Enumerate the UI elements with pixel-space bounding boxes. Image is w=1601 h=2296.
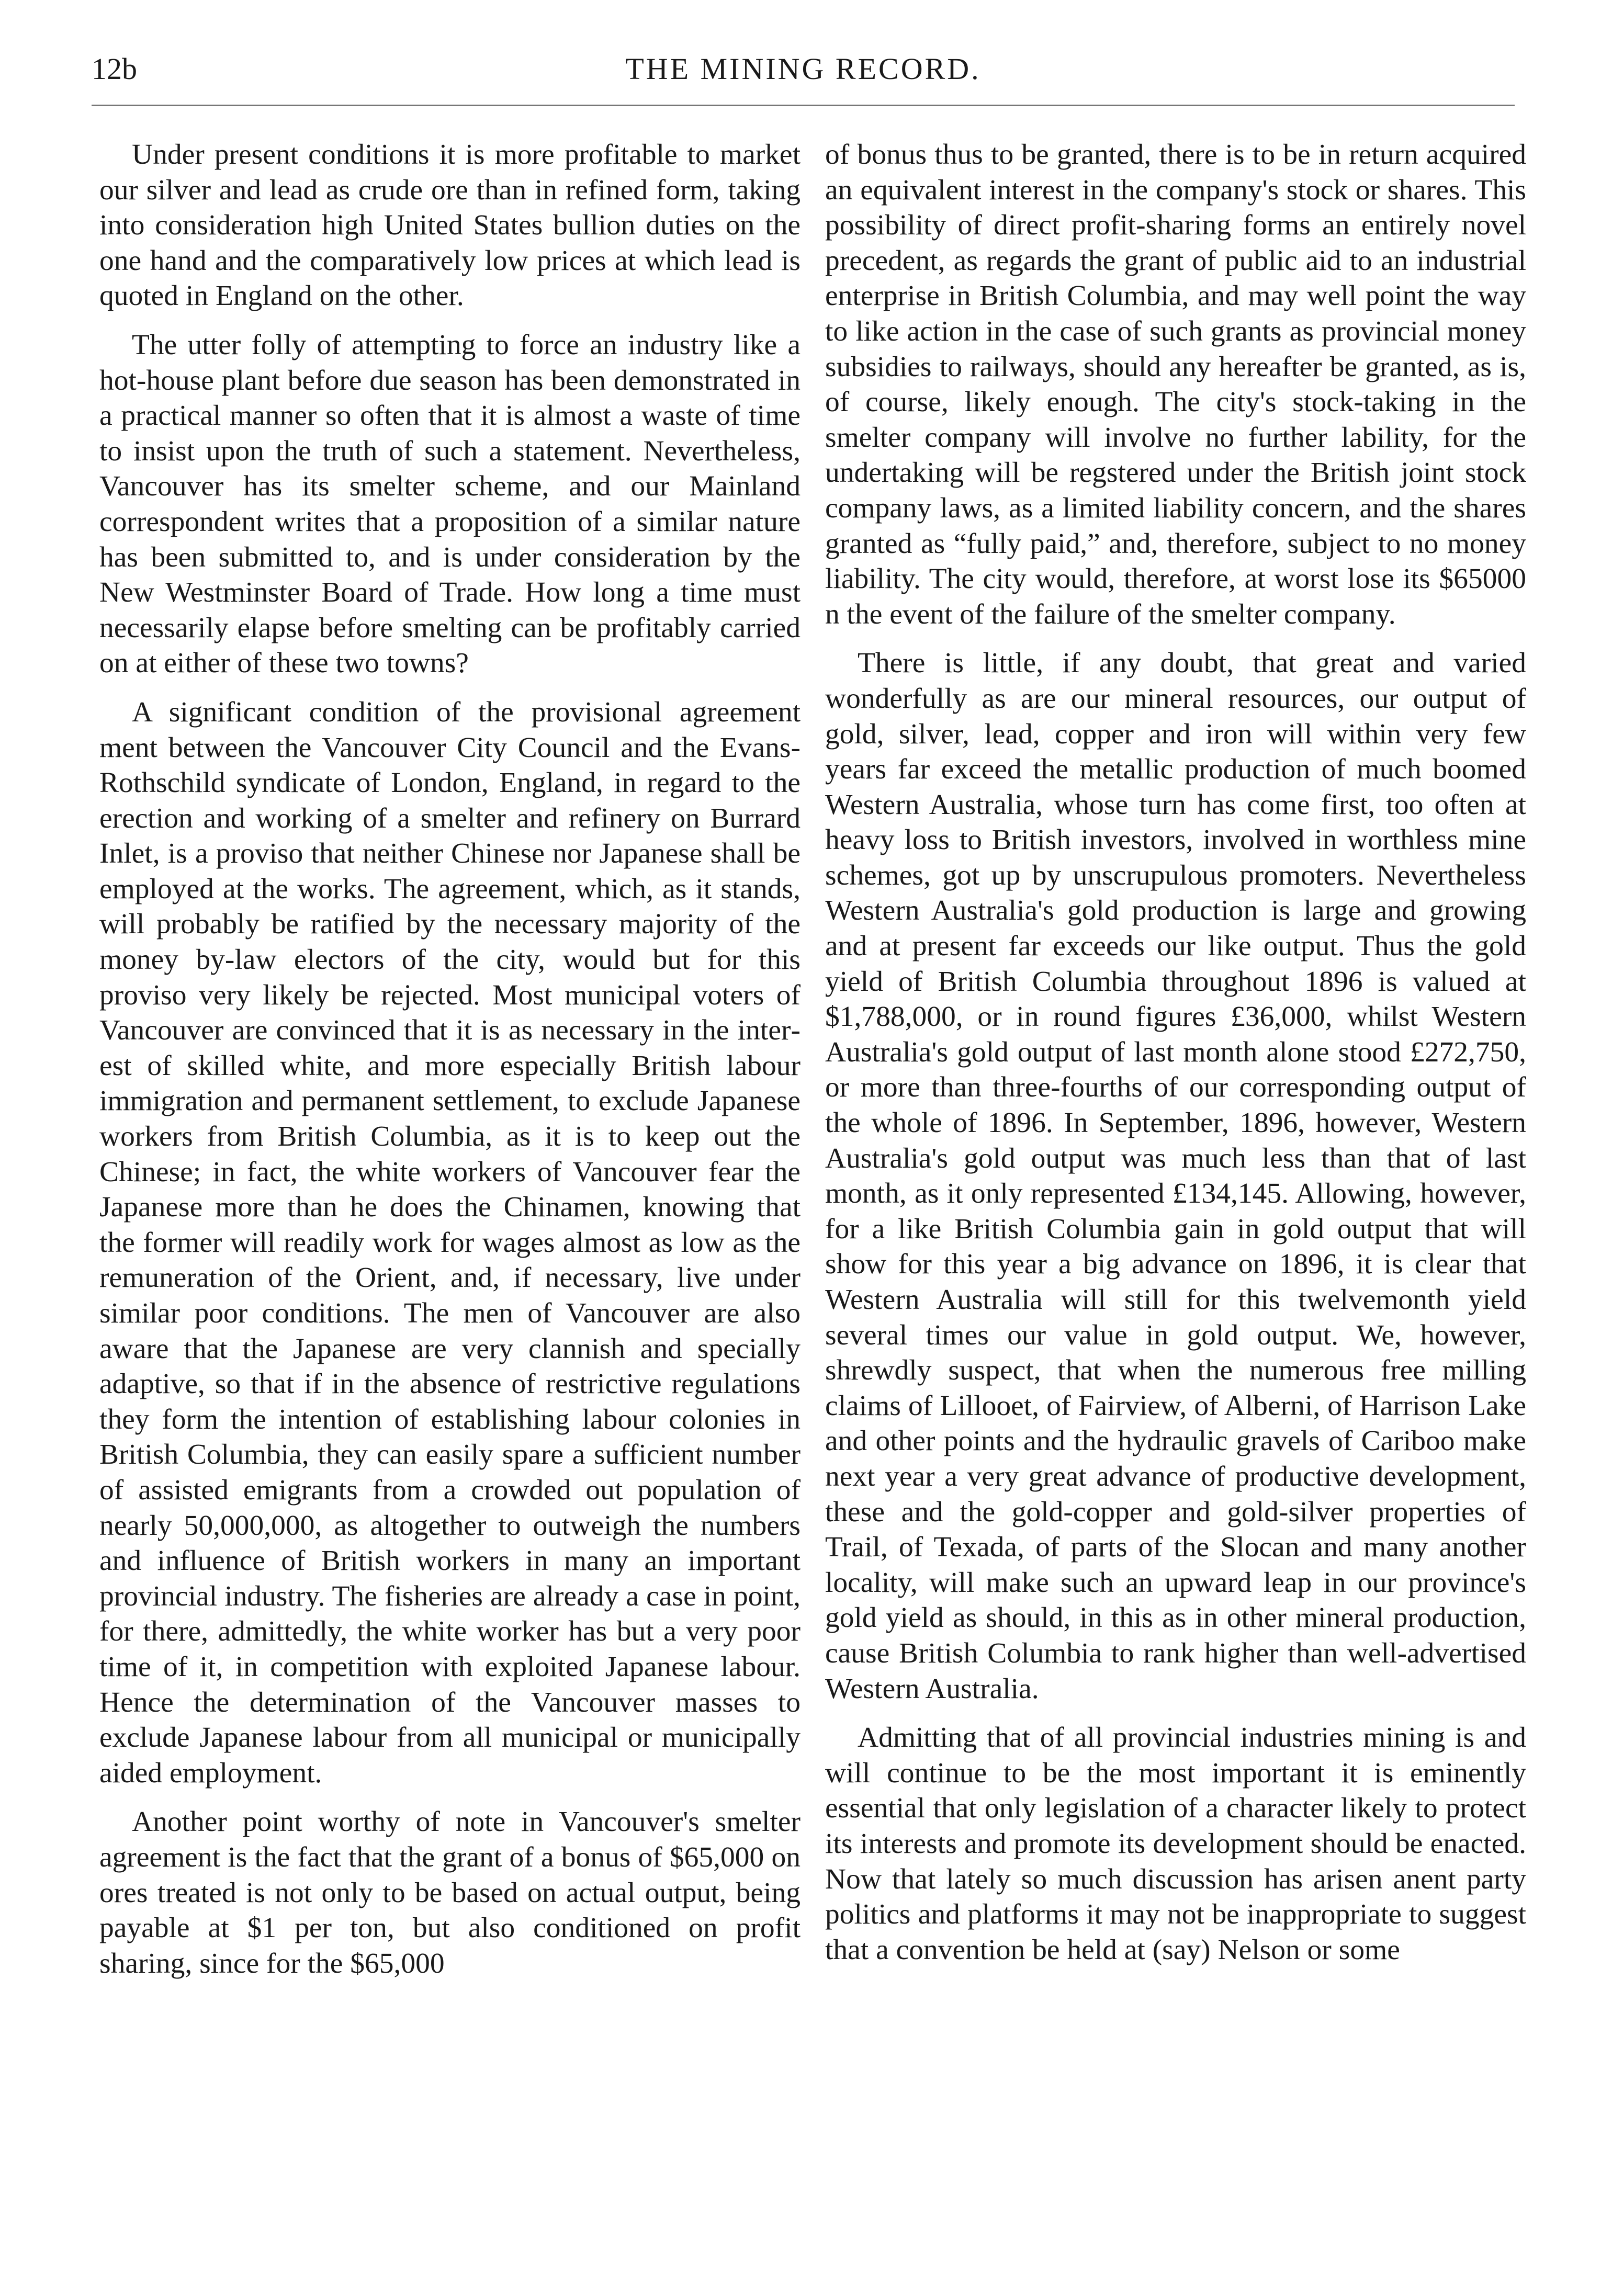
paragraph-profit-sharing: of bonus thus to be granted, there is to be in return acquired an equivalent interest in the company's stock or shares. This possibility of direct profit-sharing forms an entirely novel precedent, as regards the grant of public aid to an industrial enterprise in British Columbia, and may well point the way to like action in the case of such grants as provincial money subsidies to railways, should any hereafter be granted, as is, of course, likely enough. The city's stock-taking in the smelter company will involve no further lability, for the undertaking will be regstered under the British joint stock company laws, as a limited liability concern, and the shares granted as “fully paid,” and, therefore, subject to no money liability. The city would, therefore, at worst lose its $65000 n the event of the failure of the smelter company. xyxy=(825,139,1526,630)
page-number: 12b xyxy=(92,52,137,86)
right-column xyxy=(825,137,1526,1981)
paragraph-hot-house-plant: The utter folly of attempting to force an industry like a hot-house plant before due season has been demonstrated in a practical manner so often that it is almost a waste of time to insist upon the truth of such a statement. Nevertheless, Vancouver has its smelter scheme, and our Mainland correspondent writes that a proposition of a similar nature has been submitted to, and is under consideration by the New Westminster Board of Trade. How long a time must necessarily elapse before smelting can be profitably carried on at either of these two towns? xyxy=(99,329,800,680)
paragraph-mining-legislation: Admitting that of all provincial industries mining is and will continue to be the most important it is eminently essential that only legislation of a character likely to protect its interests and promote its development should be enacted. Now that lately so much discussion has arisen anent party politics and platforms it may not be inappropriate to suggest that a convention be held at (say) Nelson or some xyxy=(825,1722,1526,1966)
paragraph-provisional-agreement: A significant condition of the provisional agreement ment between the Vancouver City Council and the Evans-Rothschild syndicate of London, England, in regard to the erection and working of a smelter and refinery on Burrard Inlet, is a proviso that neither Chinese nor Japanese shall be employed at the works. The agreement, which, as it stands, will probably be ratified by the necessary majority of the money by-law electors of the city, would but for this proviso very likely be rejected. Most municipal voters of Vancouver are convinced that it is as necessary in the interest of skilled white, and more especially British labour immigration and permanent settlement, to exclude Japanese workers from British Columbia, as it is to keep out the Chinese; in fact, the white workers of Vancouver fear the Japanese more than he does the Chinamen, knowing that the former will readily work for wages almost as low as the remuneration of the Orient, and, if necessary, live under similar poor conditions. The men of Vancouver are also aware that the Japanese are very clannish and specially adaptive, so that if in the absence of restrictive regulations they form the intention of establishing labour colonies in British Columbia, they can easily spare a sufficient number of assisted emigrants from a crowded out population of nearly 50,000,000, as altogether to outweigh the numbers and influence of British workers in many an important provincial industry. The fisheries are already a case in point, for there, admittedly, the white worker has but a very poor time of it, in competition with exploited Japanese labour. Hence the determination of the Vancouver masses to exclude Japanese labour from all municipal or municipally aided employment. xyxy=(99,696,800,1789)
paragraph-bonus-grant: Another point worthy of note in Vancouver's smelter agreement is the fact that the grant of a bonus of $65,000 on ores treated is not only to be based on actual output, being payable at $1 per ton, but also conditioned on profit sharing, since for the $65,000 xyxy=(99,1806,800,1980)
header-rule xyxy=(92,105,1515,106)
left-column xyxy=(99,137,800,1995)
page-header xyxy=(92,48,1515,90)
journal-title: THE MINING RECORD. xyxy=(625,52,981,86)
paragraph-western-australia: There is little, if any doubt, that great and varied wonderfully as are our mineral resources, our output of gold, silver, lead, copper and iron will within very few years far exceed the metallic production of much boomed Western Australia, whose turn has come first, too often at heavy loss to British investors, involved in worthless mine schemes, got up by unscrupulous promoters. Nevertheless Western Australia's gold production is large and growing and at present far exceeds our like output. Thus the gold yield of British Columbia throughout 1896 is valued at $1,788,000, or in round figures £36,000, whilst Western Australia's gold output of last month alone stood £272,750, or more than three-fourths of our corresponding output of the whole of 1896. In September, 1896, however, Western Australia's gold output was much less than that of last month, as it only represented £134,145. Allowing, however, for a like British Columbia gain in gold output that will show for this year a big advance on 1896, it is clear that Western Australia will still for this twelvemonth yield several times our value in gold output. We, however, shrewdly suspect, that when the numerous free milling claims of Lillooet, of Fairview, of Alberni, of Harrison Lake and other points and the hydraulic gravels of Cariboo make next year a very great advance of productive development, these and the gold-copper and gold-silver properties of Trail, of Texada, of parts of the Slocan and many another locality, will make such an upward leap in our province's gold yield as should, in this as in other mineral production, cause British Columbia to rank higher than well-advertised Western Australia. xyxy=(825,647,1526,1705)
paragraph-bullion-duties: Under present conditions it is more profitable to market our silver and lead as crude ore than in refined form, taking into consideration high United States bullion duties on the one hand and the comparatively low prices at which lead is quoted in England on the other. xyxy=(99,139,800,312)
